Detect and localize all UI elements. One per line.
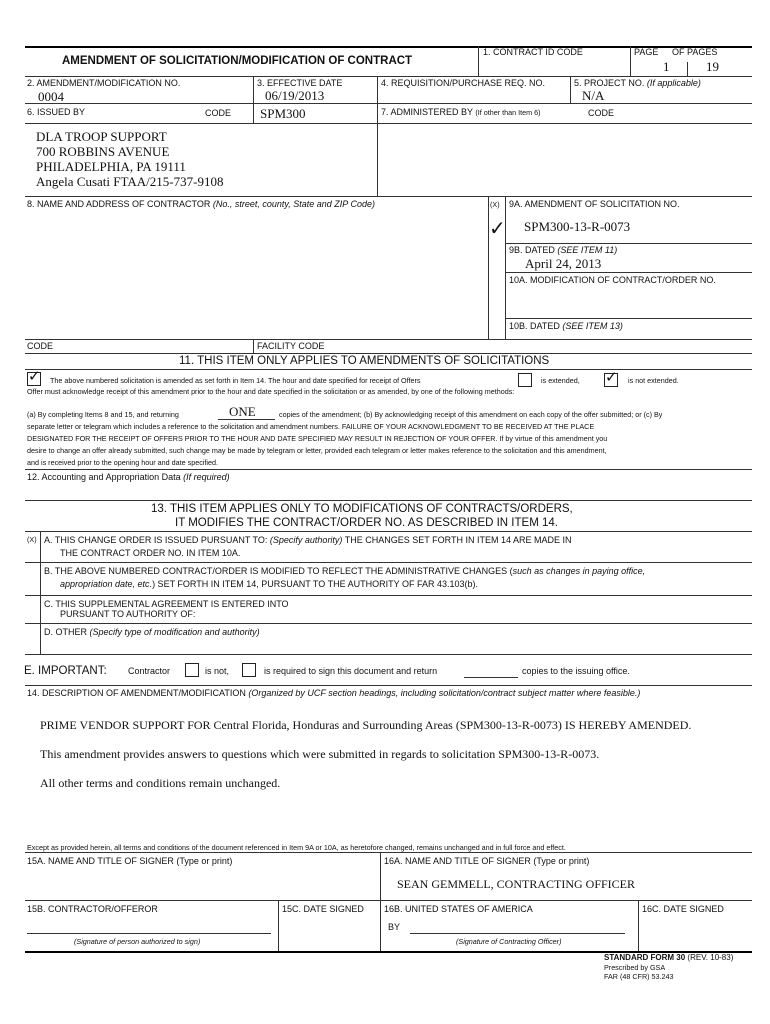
item-9b-label: 9B. DATED (SEE ITEM 11) [509, 245, 618, 255]
not-extended-label: is not extended. [628, 376, 679, 385]
section-11-heading: 11. THIS ITEM ONLY APPLIES TO AMENDMENTS OF SOLICITATIONS [179, 355, 550, 367]
form-title: AMENDMENT OF SOLICITATION/MODIFICATION OF CONTRACT [62, 55, 413, 67]
far-reference: FAR (48 CFR) 53.243 [604, 972, 674, 981]
section-11-line-3a: (a) By completing Items 8 and 15, and returning [27, 410, 179, 419]
row-line [505, 243, 752, 244]
not-extended-checkbox[interactable] [604, 368, 618, 387]
requisition-label: 4. REQUISITION/PURCHASE REQ. NO. [381, 78, 546, 88]
row-line [25, 595, 752, 596]
item-10b-label: 10B. DATED (SEE ITEM 13) [509, 321, 623, 331]
contractor-signature-line[interactable] [27, 933, 271, 934]
copies-issuing-label: copies to the issuing office. [522, 666, 630, 676]
checkmark-icon: ✓ [605, 368, 618, 386]
by-label: BY [388, 922, 401, 932]
copies-value[interactable]: ONE [229, 404, 256, 419]
item-16b-label: 16B. UNITED STATES OF AMERICA [384, 904, 533, 914]
effective-date-label: 3. EFFECTIVE DATE [257, 78, 343, 88]
item-13b-line-1[interactable]: B. THE ABOVE NUMBERED CONTRACT/ORDER IS MODIFIED TO REFLECT THE ADMINISTRATIVE CHANGES (such as changes in paying office, [44, 566, 646, 576]
code-label-2: CODE [588, 108, 615, 118]
issuer-line: DLA TROOP SUPPORT [36, 129, 167, 144]
is-not-label: is not, [205, 666, 230, 676]
item-15b-label: 15B. CONTRACTOR/OFFEROR [27, 904, 158, 914]
divider [478, 46, 479, 76]
officer-signature-caption: (Signature of Contracting Officer) [456, 937, 562, 946]
item-16c-label: 16C. DATE SIGNED [642, 904, 724, 914]
item-13a-line-2: THE CONTRACT ORDER NO. IN ITEM 10A. [60, 548, 241, 558]
page-label: PAGE [634, 47, 659, 57]
facility-code-label: FACILITY CODE [257, 341, 325, 351]
item-16a-value[interactable]: SEAN GEMMELL, CONTRACTING OFFICER [397, 877, 636, 891]
issuer-address[interactable] [36, 129, 223, 189]
row-line [505, 272, 752, 273]
item-10a-label: 10A. MODIFICATION OF CONTRACT/ORDER NO. [509, 275, 716, 285]
description-paragraph-2: This amendment provides answers to questions which were submitted in regards to solicitation SPM300-13-R-0073. [40, 747, 600, 761]
sf30-label: STANDARD FORM 30 (REV. 10-83) [604, 953, 734, 962]
issued-by-label: 6. ISSUED BY [27, 107, 86, 117]
row-line [25, 369, 752, 370]
item-13d-line[interactable]: D. OTHER (Specify type of modification and authority) [44, 627, 260, 637]
item-13c-line-1[interactable]: C. THIS SUPPLEMENTAL AGREEMENT IS ENTERED INTO [44, 599, 289, 609]
divider [253, 76, 254, 123]
is-not-checkbox[interactable] [185, 663, 199, 677]
item-13a-line-1[interactable]: A. THIS CHANGE ORDER IS ISSUED PURSUANT TO: (Specify authority) THE CHANGES SET FORTH IN ITEM 14 ARE MADE IN [44, 535, 572, 545]
project-no-value[interactable]: N/A [582, 88, 605, 103]
contract-id-label: 1. CONTRACT ID CODE [483, 47, 583, 57]
item-16a-label: 16A. NAME AND TITLE OF SIGNER (Type or print) [384, 856, 590, 866]
copies-return-blank[interactable] [464, 677, 518, 678]
important-label: E. IMPORTANT: [24, 665, 107, 677]
issuer-code-value[interactable]: SPM300 [260, 106, 306, 121]
administered-by-label: 7. ADMINISTERED BY (If other than Item 6) [381, 107, 541, 117]
divider [253, 339, 254, 353]
issuer-line: Angela Cusati FTAA/215-737-9108 [36, 174, 224, 189]
of-pages-label: OF PAGES [672, 47, 718, 57]
contractor-label: 8. NAME AND ADDRESS OF CONTRACTOR (No., street, county, State and ZIP Code) [27, 199, 375, 209]
divider [638, 900, 639, 952]
contractor-code-label: CODE [27, 341, 54, 351]
row-line [25, 353, 752, 354]
is-required-checkbox[interactable] [242, 663, 256, 677]
description-paragraph-3: All other terms and conditions remain unchanged. [40, 776, 281, 790]
amendment-no-value[interactable]: 0004 [38, 89, 64, 104]
x-mark-label: (X) [490, 200, 500, 209]
page-value[interactable]: 1 [663, 59, 670, 74]
divider [630, 46, 631, 76]
section-11-line-3b: copies of the amendment; (b) By acknowledging receipt of this amendment on each copy of the offer submitted; or (c) By [279, 410, 663, 419]
row-line [25, 562, 752, 563]
item-9a-value[interactable]: SPM300-13-R-0073 [524, 219, 631, 234]
copies-underline [218, 419, 275, 420]
section-11-line-7: and is received prior to the opening hour and date specified. [27, 458, 218, 467]
section-11-checkbox[interactable] [27, 367, 41, 386]
checkmark-icon: ✓ [28, 367, 41, 385]
row-line [25, 685, 752, 686]
row-line [25, 654, 752, 655]
row-line [25, 852, 752, 853]
section-13-x-label: (X) [27, 535, 37, 544]
item-13c-line-2: PURSUANT TO AUTHORITY OF: [60, 609, 196, 619]
row-line [25, 500, 752, 501]
row-line [25, 123, 752, 124]
is-extended-label: is extended, [541, 376, 580, 385]
is-required-label: is required to sign this document and return [264, 666, 438, 676]
section-11-line-2: Offer must acknowledge receipt of this amendment prior to the hour and date specified in the solicitation or as amended, by one of the following methods: [27, 387, 515, 396]
item-15a-label: 15A. NAME AND TITLE OF SIGNER (Type or print) [27, 856, 233, 866]
checkmark-icon[interactable]: ✓ [489, 216, 506, 240]
item-13b-line-2: appropriation date, etc.) SET FORTH IN ITEM 14, PURSUANT TO THE AUTHORITY OF FAR 43.103(b). [60, 579, 478, 589]
row-line [25, 339, 752, 340]
project-no-label: 5. PROJECT NO. (If applicable) [574, 78, 701, 88]
divider [278, 900, 279, 952]
item-14-label: 14. DESCRIPTION OF AMENDMENT/MODIFICATION (Organized by UCF section headings, including solicitation/contract subject matter where feasible.) [27, 688, 641, 698]
description-paragraph-1: PRIME VENDOR SUPPORT FOR Central Florida, Honduras and Surrounding Areas (SPM300-13-R-0073) IS HEREBY AMENDED. [40, 718, 692, 732]
item-15c-label: 15C. DATE SIGNED [282, 904, 364, 914]
divider [570, 76, 571, 103]
contractor-signature-caption: (Signature of person authorized to sign) [74, 937, 201, 946]
row-line [25, 196, 752, 197]
row-line [25, 76, 752, 77]
item-9a-label: 9A. AMENDMENT OF SOLICITATION NO. [509, 199, 680, 209]
issuer-line: 700 ROBBINS AVENUE [36, 144, 170, 159]
except-statement: Except as provided herein, all terms and conditions of the document referenced in Item 9A or 10A, as heretofore changed, remains unchanged and in full force and effect. [27, 843, 566, 852]
is-extended-checkbox[interactable] [518, 373, 532, 387]
issuer-line: PHILADELPHIA, PA 19111 [36, 159, 186, 174]
amendment-no-label: 2. AMENDMENT/MODIFICATION NO. [27, 78, 181, 88]
section-11-line-4: separate letter or telegram which includes a reference to the solicitation and amendment numbers. FAILURE OF YOUR ACKNOWLEDGMENT TO BE RECEIVED AT THE PLACE [27, 422, 595, 431]
contractor-label-e: Contractor [128, 666, 171, 676]
section-13-heading-1: 13. THIS ITEM APPLIES ONLY TO MODIFICATIONS OF CONTRACTS/ORDERS, [151, 503, 573, 515]
effective-date-value[interactable]: 06/19/2013 [265, 88, 325, 103]
row-line [25, 469, 752, 470]
item-12-label: 12. Accounting and Appropriation Data (If required) [27, 472, 230, 482]
section-11-line-1: The above numbered solicitation is amended as set forth in Item 14. The hour and date specified for receipt of Offers [50, 376, 421, 385]
divider [40, 531, 41, 654]
row-line [25, 531, 752, 532]
section-13-heading-2: IT MODIFIES THE CONTRACT/ORDER NO. AS DESCRIBED IN ITEM 14. [175, 517, 558, 529]
divider [380, 852, 381, 952]
row-line [25, 900, 752, 901]
row-line [25, 103, 752, 104]
section-11-line-6: desire to change an offer already submitted, such change may be made by telegram or letter, provided each telegram or letter makes reference to the solicitation and this amendment, [27, 446, 607, 455]
item-9b-value[interactable]: April 24, 2013 [525, 256, 602, 271]
contracting-officer-signature-line[interactable] [410, 933, 625, 934]
row-line [505, 318, 752, 319]
code-label: CODE [205, 108, 232, 118]
row-line [25, 623, 752, 624]
divider [377, 76, 378, 196]
prescribed-by: Prescribed by GSA [604, 963, 666, 972]
section-11-line-5: DESIGNATED FOR THE RECEIPT OF OFFERS PRIOR TO THE HOUR AND DATE SPECIFIED MAY RESULT IN REJECTION OF YOUR OFFER. If by virtue of this amendment you [27, 434, 608, 443]
divider [687, 62, 688, 76]
of-pages-value[interactable]: 19 [706, 59, 719, 74]
